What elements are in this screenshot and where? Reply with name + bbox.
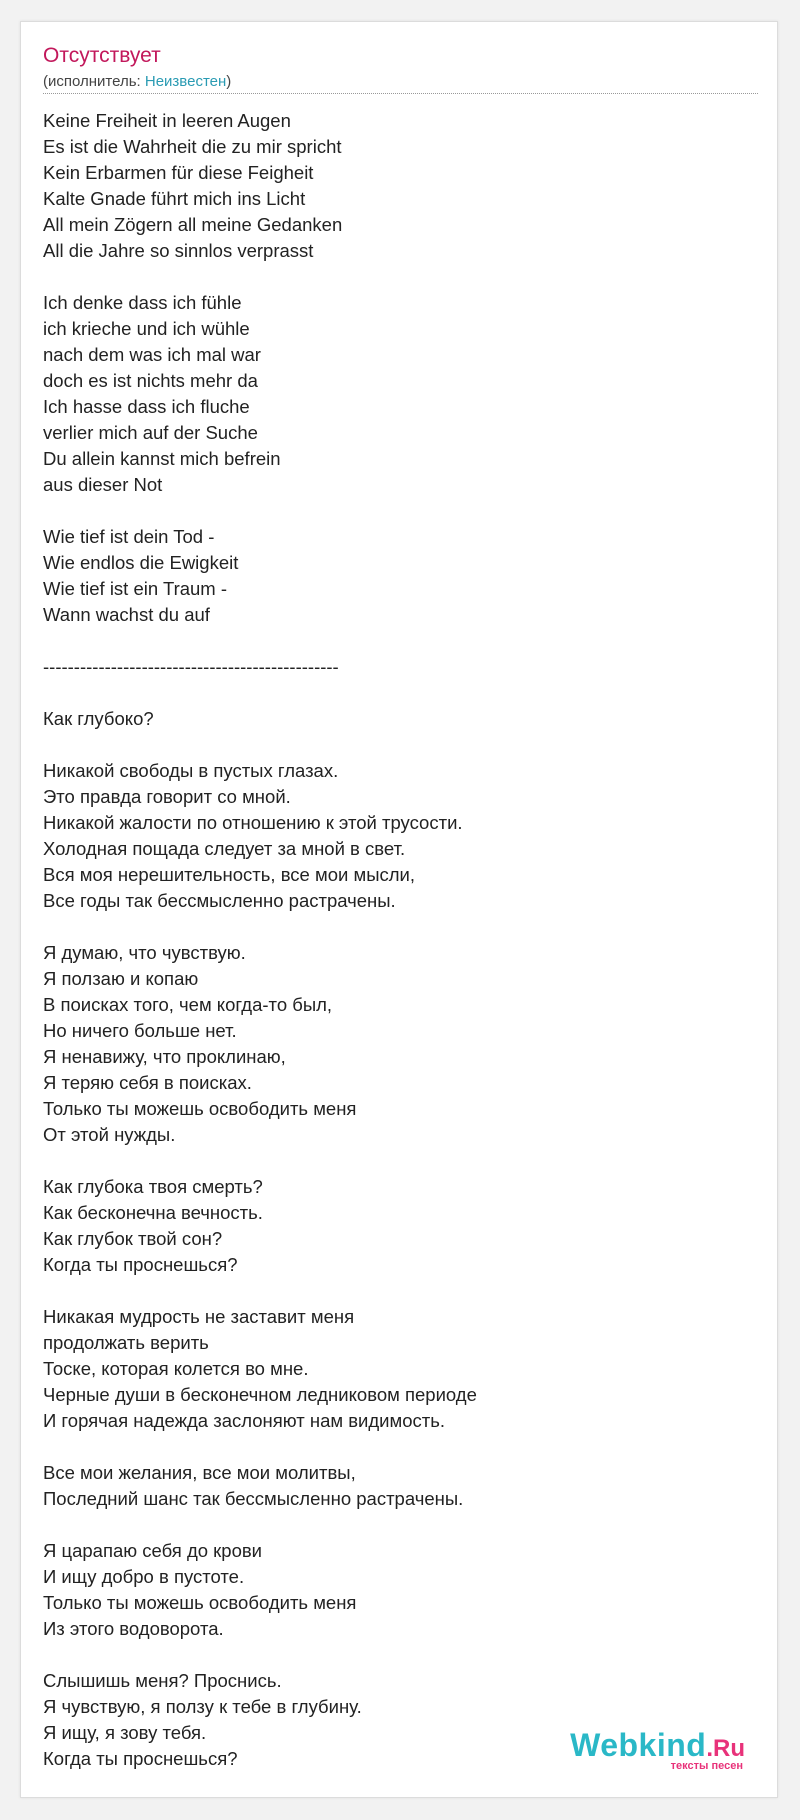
header-divider [43,93,758,94]
site-logo[interactable] [570,1727,745,1772]
artist-prefix: (исполнитель: [43,73,145,90]
logo-tld: .Ru [706,1735,745,1762]
lyrics-text: Keine Freiheit in leeren Augen Es ist die Wahrheit die zu mir spricht Kein Erbarmen für diese Feigheit Kalte Gnade führt mich ins Licht All mein Zögern all meine Gedanken All die Jahre so sinnlos verprasst Ich denke dass ich fühle ich krieche und ich wühle nach dem was ich mal war doch es ist nichts mehr da Ich hasse dass ich fluche verlier mich auf der Suche Du allein kannst mich befrein aus dieser Not Wie tief ist dein Tod - Wie endlos die Ewigkeit Wie tief ist ein Traum - Wann wachst du auf ------------------------------------------------ Как глубоко? Никакой свободы в пустых глазах. Это правда говорит со мной. Никакой жалости по отношению к этой трусости. Холодная пощада следует за мной в свет. Вся моя нерешительность, все мои мысли, Все годы так бессмысленно растрачены. Я думаю, что чувствую. Я ползаю и копаю В поисках того, чем когда-то был, Но ничего больше нет. Я ненавижу, что проклинаю, Я теряю себя в поисках. Только ты можешь освободить меня От этой нужды. Как глубока твоя смерть? Как бесконечна вечность. Как глубок твой сон? Когда ты проснешься? Никакая мудрость не заставит меня продолжать верить Тоске, которая колется во мне. Черные души в бесконечном ледниковом периоде И горячая надежда заслоняют нам видимость. Все мои желания, все мои молитвы, Последний шанс так бессмысленно растрачены. Я царапаю себя до крови И ищу добро в пустоте. Только ты можешь освободить меня Из этого водоворота. Слышишь меня? Проснись. Я чувствую, я ползу к тебе в глубину. Я ищу, я зову тебя. Когда ты проснешься? [43,110,477,1769]
artist-suffix: ) [226,73,232,90]
artist-line [43,73,231,91]
logo-main-text: Webkind [570,1727,707,1763]
artist-link[interactable]: Неизвестен [144,73,227,90]
lyrics-card [20,21,778,1798]
logo-tagline: тексты песен [670,1760,743,1772]
song-title: Отсутствует [43,44,161,67]
